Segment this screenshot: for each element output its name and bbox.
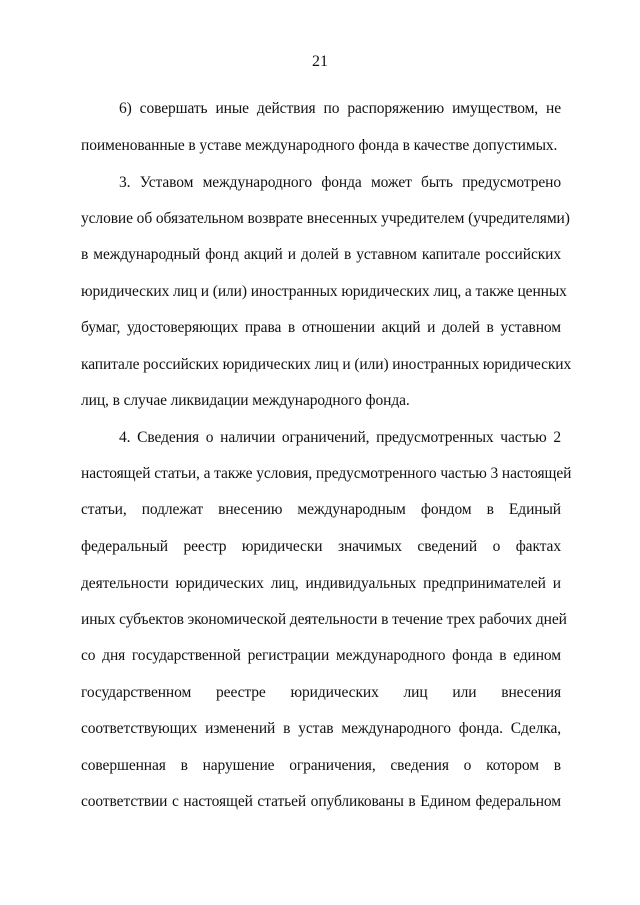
text-line: капитале российских юридических лиц и (или) иностранных юридических [81, 356, 572, 373]
text-line: бумаг, удостоверяющих права в отношении акций и долей в уставном [81, 319, 561, 336]
text-line: совершенная в нарушение ограничения, сведения о котором в [81, 757, 561, 774]
text-line: со дня государственной регистрации международного фонда в едином [81, 647, 561, 664]
text-line: государственном реестре юридических лиц или внесения [81, 684, 561, 701]
text-line: соответствии с настоящей статьей опубликованы в Едином федеральном [81, 793, 561, 810]
text-line: лиц, в случае ликвидации международного фонда. [81, 392, 410, 409]
text-line: 6) совершать иные действия по распоряжению имуществом, не [119, 100, 561, 117]
text-line: статьи, подлежат внесению международным фондом в Единый [81, 501, 561, 518]
text-line: юридических лиц и (или) иностранных юридических лиц, а также ценных [81, 283, 567, 300]
text-line: в международный фонд акций и долей в уставном капитале российских [81, 246, 561, 263]
text-line: деятельности юридических лиц, индивидуальных предпринимателей и [81, 575, 561, 592]
text-line: настоящей статьи, а также условия, предусмотренного частью 3 настоящей [81, 465, 572, 482]
text-line: поименованные в уставе международного фонда в качестве допустимых. [81, 137, 558, 154]
text-line: соответствующих изменений в устав международного фонда. Сделка, [81, 720, 561, 737]
text-line: 4. Сведения о наличии ограничений, предусмотренных частью 2 [119, 429, 561, 446]
text-line: иных субъектов экономической деятельности в течение трех рабочих дней [81, 611, 567, 628]
text-line: условие об обязательном возврате внесенных учредителем (учредителями) [81, 210, 570, 227]
page-number: 21 [312, 53, 328, 70]
text-line: федеральный реестр юридически значимых сведений о фактах [81, 538, 561, 555]
text-line: 3. Уставом международного фонда может быть предусмотрено [119, 174, 561, 191]
